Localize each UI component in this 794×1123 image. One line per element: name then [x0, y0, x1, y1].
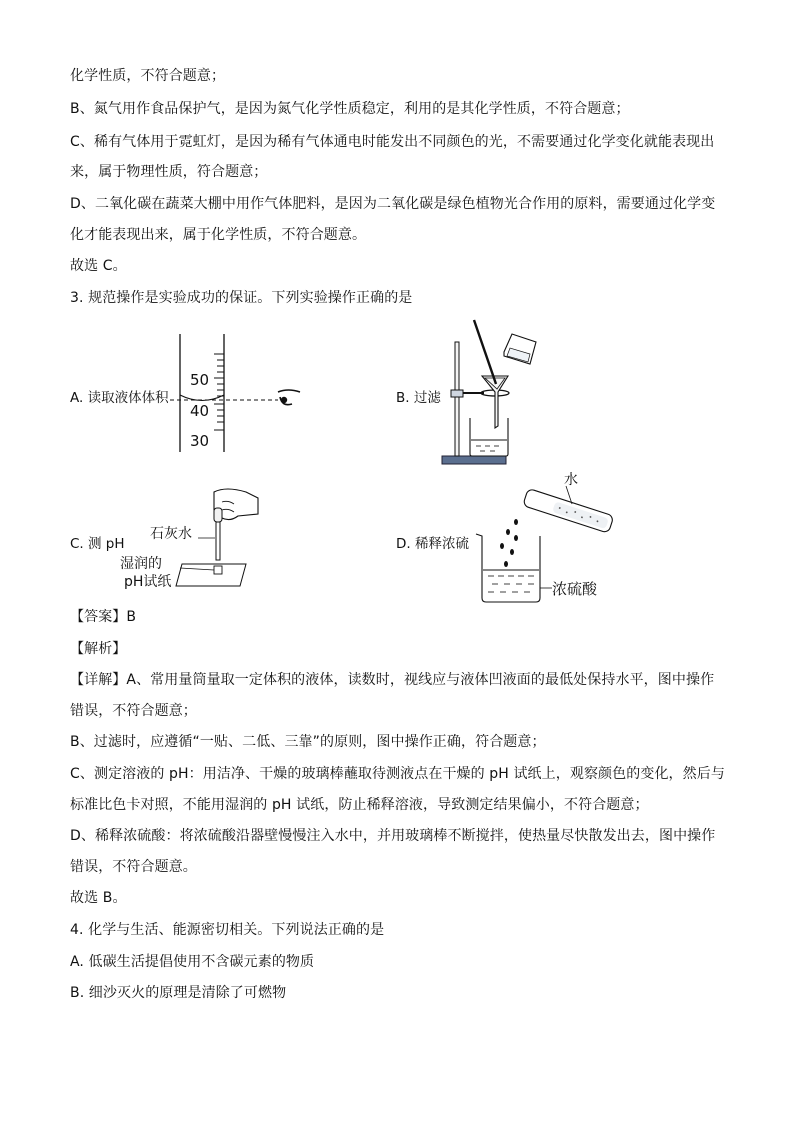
question-4-option-a: A. 低碳生活提倡使用不含碳元素的物质: [70, 954, 315, 970]
tick-label: 40: [190, 402, 210, 420]
eye-icon: [278, 390, 300, 405]
text-line: 故选 B。: [70, 890, 127, 906]
option-d-label: D. 稀释浓硫: [396, 536, 469, 552]
text-line: C、测定溶液的 pH：用洁净、干燥的玻璃棒蘸取待测液点在干燥的 pH 试纸上，观察颜色的变化，然后与: [70, 766, 725, 782]
option-b-label: B. 过滤: [396, 390, 441, 406]
text-line: 故选 C。: [70, 258, 127, 274]
text-line: 标准比色卡对照，不能用湿润的 pH 试纸，防止稀释溶液，导致测定结果偏小，不符合题意；: [70, 797, 649, 813]
text-line: 化学性质，不符合题意；: [70, 68, 226, 84]
question-3-stem: 3. 规范操作是实验成功的保证。下列实验操作正确的是: [70, 290, 413, 306]
option-a-figure: [170, 330, 310, 456]
question-4-option-b: B. 细沙灭火的原理是清除了可燃物: [70, 985, 287, 1001]
option-c-label: C. 测 pH: [70, 536, 125, 552]
text-line: 错误，不符合题意；: [70, 703, 197, 719]
question-4-stem: 4. 化学与生活、能源密切相关。下列说法正确的是: [70, 922, 385, 938]
option-b-figure: [438, 316, 548, 468]
option-a-label: A. 读取液体体积: [70, 390, 169, 406]
text-line: B、过滤时，应遵循“一贴、二低、三靠”的原则，图中操作正确，符合题意；: [70, 734, 546, 750]
option-d-figure: [472, 472, 622, 606]
graduated-cylinder-figure: [170, 330, 310, 456]
analysis-title: 【解析】: [70, 641, 127, 657]
filtration-apparatus-figure: [438, 316, 548, 468]
tick-label: 50: [190, 371, 210, 389]
text-line: 化才能表现出来，属于化学性质，不符合题意。: [70, 227, 367, 243]
acid-dilution-figure: [472, 472, 622, 606]
ph-test-figure: [118, 482, 260, 594]
text-line: D、二氧化碳在蔬菜大棚中用作气体肥料，是因为二氧化碳是绿色植物光合作用的原料，需要通过化学变: [70, 196, 716, 212]
text-line: D、稀释浓硫酸：将浓硫酸沿器壁慢慢注入水中，并用玻璃棒不断搅拌，使热量尽快散发出去，图中操作: [70, 828, 716, 844]
text-line: 错误，不符合题意。: [70, 859, 197, 875]
paper-label-line-2: pH试纸: [124, 574, 172, 590]
text-line: B、氮气用作食品保护气，是因为氮气化学性质稳定，利用的是其化学性质，不符合题意；: [70, 101, 630, 117]
text-line: C、稀有气体用于霓虹灯，是因为稀有气体通电时能发出不同颜色的光，不需要通过化学变化就能表现出: [70, 134, 715, 150]
text-line: 【详解】A、常用量筒量取一定体积的液体，读数时，视线应与液体凹液面的最低处保持水平，图中操作: [70, 672, 715, 688]
water-label: 水: [564, 472, 578, 488]
text-line: 来，属于物理性质，符合题意；: [70, 164, 268, 180]
reagent-label: 石灰水: [150, 526, 192, 542]
acid-label: 浓硫酸: [552, 580, 598, 598]
option-c-figure: [118, 482, 260, 594]
paper-label-line-1: 湿润的: [120, 556, 162, 572]
tick-label: 30: [190, 432, 210, 450]
answer-line: 【答案】B: [70, 609, 137, 625]
